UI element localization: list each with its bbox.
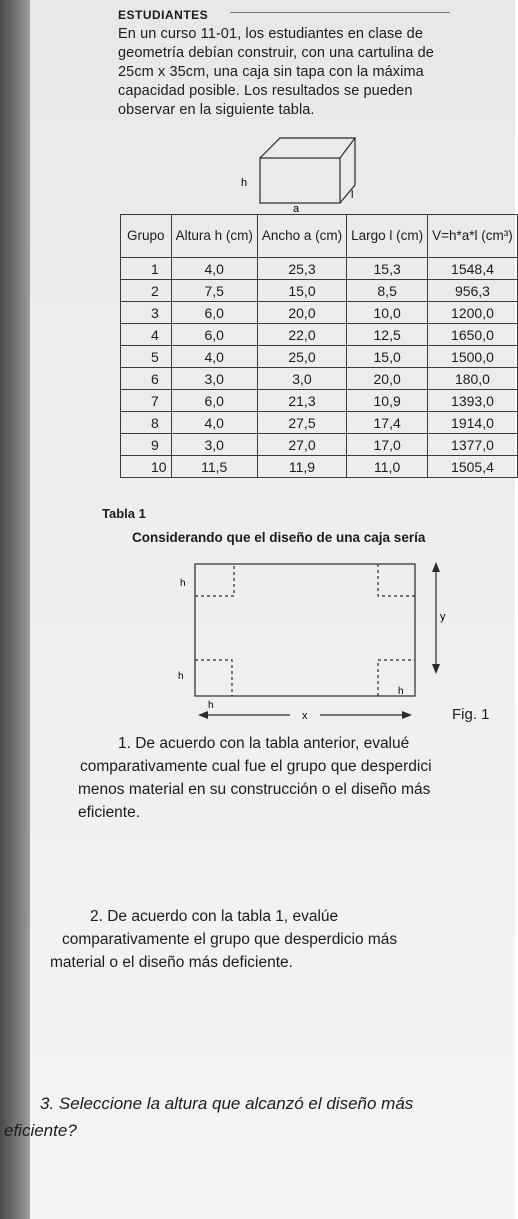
net-label-h-bottom: h — [208, 700, 214, 711]
corner-square-bottom-left — [195, 660, 232, 696]
table-cell: 1393,0 — [428, 390, 518, 412]
table-cell: 1 — [121, 258, 172, 280]
table-cell: 4,0 — [171, 346, 257, 368]
question-1-line-4: eficiente. — [78, 804, 141, 821]
table-cell: 27,5 — [257, 412, 346, 434]
question-2 — [50, 905, 398, 974]
question-2-line-2: comparativamente el grupo que desperdicio más — [62, 931, 398, 948]
table-cell: 25,0 — [257, 346, 346, 368]
question-1-line-3: menos material en su construcción o el diseño más — [78, 781, 431, 798]
students-label: ESTUDIANTES — [118, 8, 209, 22]
table-cell: 1200,0 — [428, 302, 518, 324]
table-cell: 11,0 — [347, 456, 428, 478]
table-cell: 4,0 — [171, 412, 257, 434]
intro-line-2: geometría debían construir, con una cartulina de — [118, 45, 434, 61]
table-cell: 6 — [121, 368, 172, 390]
table-cell: 20,0 — [347, 368, 428, 390]
table-cell: 8 — [121, 412, 172, 434]
box-label-a: a — [293, 203, 300, 215]
table-cell: 27,0 — [257, 434, 346, 456]
table-cell: 1914,0 — [428, 412, 518, 434]
corner-square-top-left — [195, 564, 234, 596]
header-ancho: Ancho a (cm) — [257, 215, 346, 258]
net-label-y: y — [440, 611, 446, 623]
question-2-line-3: material o el diseño más deficiente. — [50, 954, 293, 971]
table-cell: 3 — [121, 302, 172, 324]
table-cell: 7 — [121, 390, 172, 412]
arrow-y-head-up — [432, 562, 440, 572]
net-label-x: x — [302, 710, 308, 722]
table-cell: 15,0 — [347, 346, 428, 368]
box-label-h: h — [241, 177, 248, 189]
arrow-x-head-left — [198, 711, 208, 719]
question-2-line-1: 2. De acuerdo con la tabla 1, evalúe — [90, 908, 339, 925]
table-cell: 2 — [121, 280, 172, 302]
table-cell: 25,3 — [257, 258, 346, 280]
corner-square-bottom-right — [378, 660, 415, 696]
table-row — [121, 346, 518, 368]
table-cell: 10,9 — [347, 390, 428, 412]
net-diagram — [170, 552, 460, 722]
table-cell: 8,5 — [347, 280, 428, 302]
corner-square-top-right — [378, 564, 415, 596]
table-cell: 11,9 — [257, 456, 346, 478]
intro-line-3: 25cm x 35cm, una caja sin tapa con la máxima — [118, 64, 424, 80]
table-cell: 1650,0 — [428, 324, 518, 346]
table-cell: 6,0 — [171, 324, 257, 346]
question-1-line-1: 1. De acuerdo con la tabla anterior, evalué — [118, 735, 410, 752]
header-largo: Largo l (cm) — [347, 215, 428, 258]
box-front-face — [260, 158, 340, 203]
table-row — [121, 302, 518, 324]
intro-line-5: observar en la siguiente tabla. — [118, 102, 315, 118]
table-cell: 3,0 — [171, 434, 257, 456]
table-cell: 4,0 — [171, 258, 257, 280]
net-label-h-right: h — [398, 686, 404, 697]
table-cell: 1548,4 — [428, 258, 518, 280]
question-1 — [78, 732, 432, 824]
table-cell: 3,0 — [257, 368, 346, 390]
table-cell: 5 — [121, 346, 172, 368]
table-cell: 6,0 — [171, 302, 257, 324]
net-label-h-left: h — [178, 671, 184, 682]
net-label-h-top: h — [180, 578, 186, 589]
header-altura: Altura h (cm) — [171, 215, 257, 258]
table-cell: 956,3 — [428, 280, 518, 302]
arrow-y-head-down — [432, 664, 440, 674]
question-3-line-1: 3. Seleccione la altura que alcanzó el diseño más — [40, 1094, 414, 1113]
question-1-line-2: comparativamente cual fue el grupo que desperdici — [80, 758, 432, 775]
table-cell: 1377,0 — [428, 434, 518, 456]
table-cell: 17,0 — [347, 434, 428, 456]
table-cell: 15,0 — [257, 280, 346, 302]
table-cell: 15,3 — [347, 258, 428, 280]
table-row — [121, 324, 518, 346]
table-cell: 10 — [121, 456, 172, 478]
figure-label: Fig. 1 — [452, 706, 490, 723]
table-cell: 1500,0 — [428, 346, 518, 368]
table-header-row — [121, 215, 518, 258]
question-3-line-2: eficiente? — [4, 1121, 77, 1140]
table-cell: 3,0 — [171, 368, 257, 390]
question-3 — [4, 1090, 414, 1144]
box-diagram — [241, 130, 365, 215]
table-cell: 180,0 — [428, 368, 518, 390]
table-row — [121, 368, 518, 390]
box-top-face — [260, 138, 355, 158]
intro-text — [118, 6, 508, 120]
intro-line-4: capacidad posible. Los resultados se pueden — [118, 83, 413, 99]
table-cell: 6,0 — [171, 390, 257, 412]
table-row — [121, 434, 518, 456]
table-cell: 1505,4 — [428, 456, 518, 478]
table-cell: 4 — [121, 324, 172, 346]
net-outline — [195, 564, 415, 696]
header-grupo: Grupo — [121, 215, 172, 258]
table-cell: 22,0 — [257, 324, 346, 346]
table-row — [121, 456, 518, 478]
arrow-x-head-right — [402, 711, 412, 719]
table-cell: 17,4 — [347, 412, 428, 434]
box-label-l: l — [351, 189, 354, 201]
table-row — [121, 280, 518, 302]
table-cell: 12,5 — [347, 324, 428, 346]
intro-line-1: En un curso 11-01, los estudiantes en clase de — [118, 26, 423, 42]
table-cell: 9 — [121, 434, 172, 456]
results-table — [120, 214, 518, 478]
table-row — [121, 412, 518, 434]
table-cell: 21,3 — [257, 390, 346, 412]
table-row — [121, 258, 518, 280]
table-cell: 7,5 — [171, 280, 257, 302]
table-caption: Tabla 1 — [102, 506, 146, 521]
design-intro: Considerando que el diseño de una caja sería — [132, 530, 426, 545]
table-row — [121, 390, 518, 412]
header-volumen: V=h*a*l (cm³) — [428, 215, 518, 258]
table-cell: 11,5 — [171, 456, 257, 478]
table-cell: 20,0 — [257, 302, 346, 324]
table-cell: 10,0 — [347, 302, 428, 324]
